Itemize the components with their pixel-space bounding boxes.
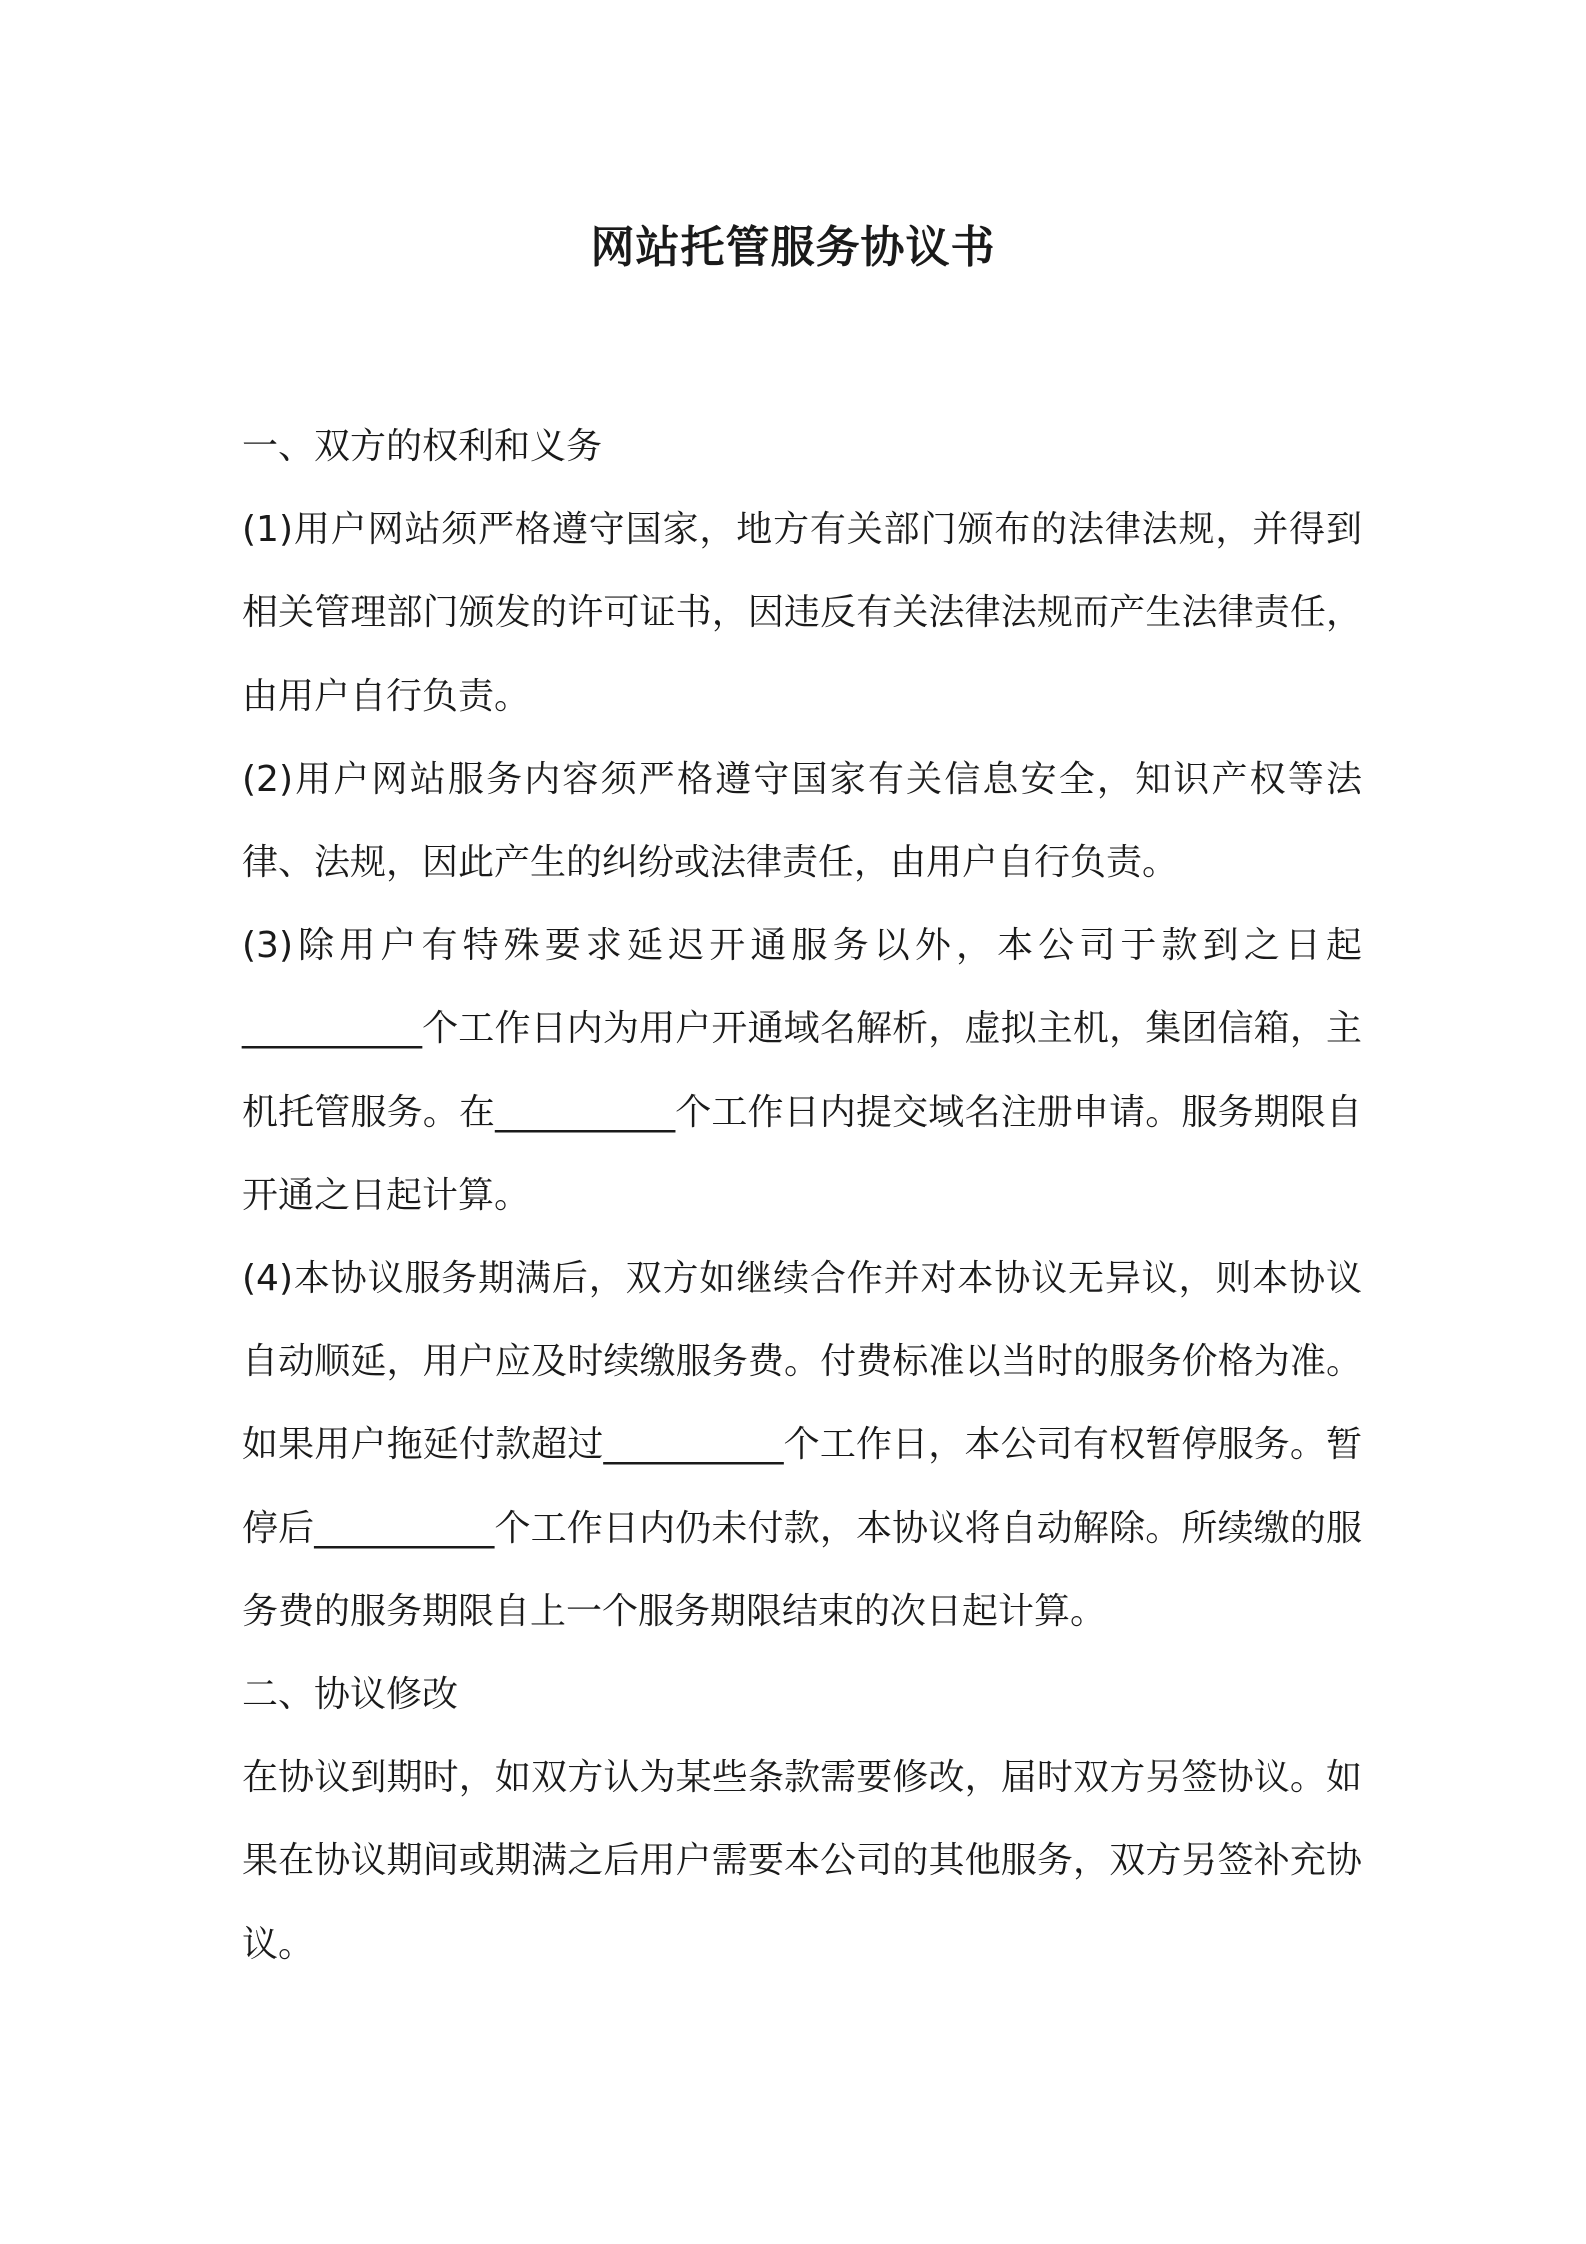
section-heading-amendment: 二、协议修改 bbox=[242, 1674, 459, 1716]
clause-4: (4)本协议服务期满后，双方如继续合作并对本协议无异议，则本协议自动顺延，用户应及时续缴服务费。付费标准以当时的服务价格为准。如果用户拖延付款超过__________个工作日，本公司有权暂停服务。暂停后__________个工作日内仍未付款，本协议将自动解除。所续缴的服务费的服务期限自上一个服务期限结束的次日起计算。 bbox=[242, 1258, 1362, 1632]
section-heading-rights: 一、双方的权利和义务 bbox=[242, 426, 603, 467]
clause-1: (1)用户网站须严格遵守国家，地方有关部门颁布的法律法规，并得到相关管理部门颁发的许可证书，因违反有关法律法规而产生法律责任，由用户自行负责。 bbox=[242, 509, 1362, 717]
clause-3: (3)除用户有特殊要求延迟开通服务以外，本公司于款到之日起__________个工作日内为用户开通域名解析，虚拟主机，集团信箱，主机托管服务。在__________个工作日内提交域名注册申请。服务期限自开通之日起计算。 bbox=[242, 925, 1362, 1216]
document-title: 网站托管服务协议书 bbox=[590, 222, 996, 273]
document-body bbox=[242, 405, 1362, 1986]
clause-2: (2)用户网站服务内容须严格遵守国家有关信息安全，知识产权等法律、法规，因此产生的纠纷或法律责任，由用户自行负责。 bbox=[242, 758, 1362, 884]
amendment-paragraph: 在协议到期时，如双方认为某些条款需要修改，届时双方另签协议。如果在协议期间或期满之后用户需要本公司的其他服务，双方另签补充协议。 bbox=[242, 1757, 1362, 1965]
